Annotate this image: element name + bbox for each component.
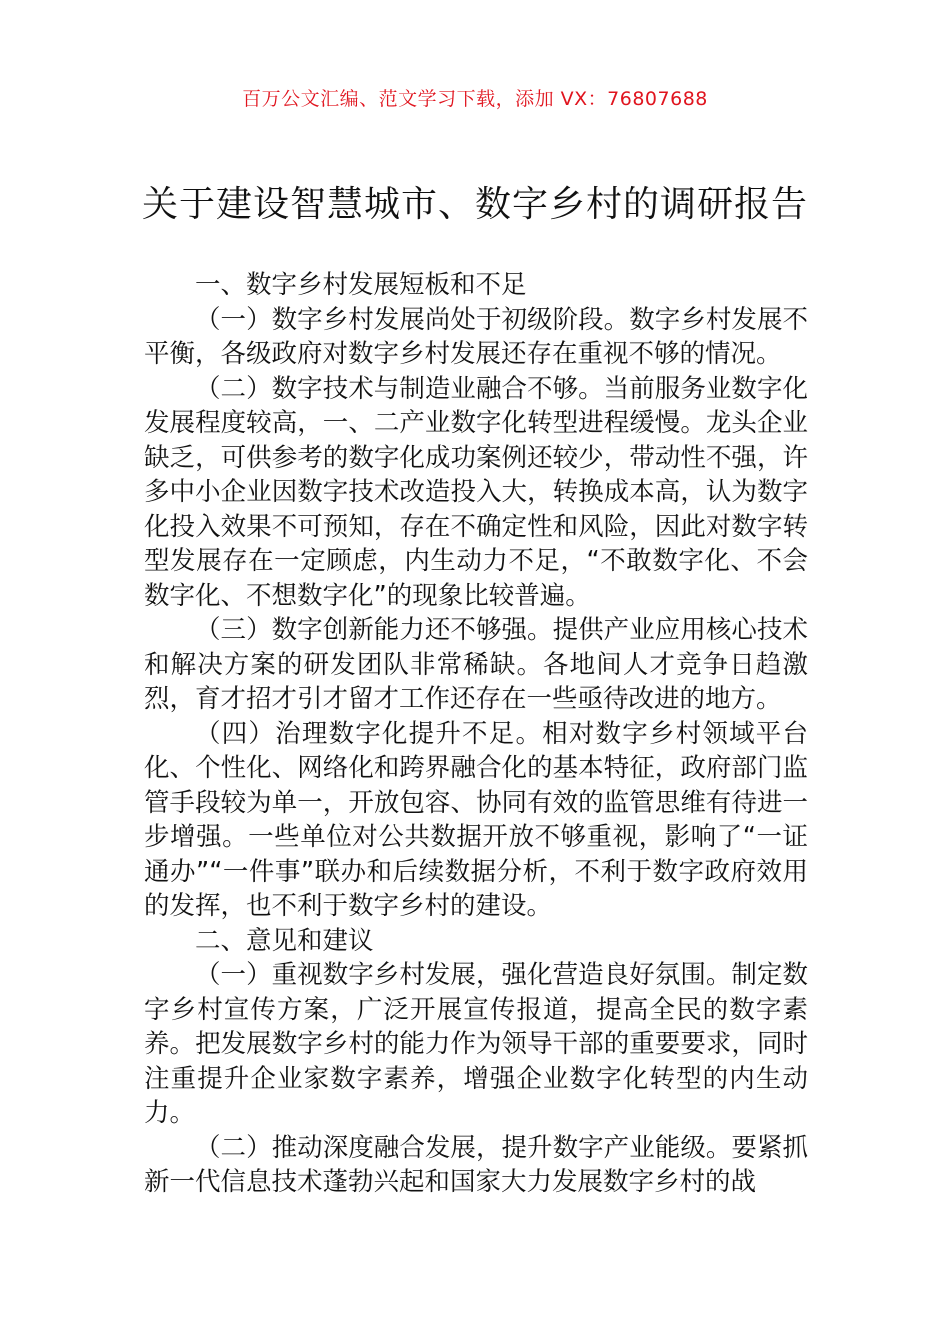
paragraph: （四）治理数字化提升不足。相对数字乡村领域平台化、个性化、网络化和跨界融合化的基本特征，政府部门监管手段较为单一，开放包容、协同有效的监管思维有待进一步增强。一些单位对公共数据开放不够重视，影响了“一证通办”“一件事”联办和后续数据分析，不利于数字政府效用的发挥，也不利于数字乡村的建设。 bbox=[144, 718, 808, 921]
paragraph: （三）数字创新能力还不够强。提供产业应用核心技术和解决方案的研发团队非常稀缺。各地间人才竞争日趋激烈，育才招才引才留才工作还存在一些亟待改进的地方。 bbox=[144, 615, 808, 714]
document-body bbox=[144, 268, 808, 1200]
watermark-header-note: 百万公文汇编、范文学习下载，添加 VX：76807688 bbox=[242, 88, 708, 110]
section-heading-1: 一、数字乡村发展短板和不足 bbox=[195, 270, 527, 300]
paragraph: （一）重视数字乡村发展，强化营造良好氛围。制定数字乡村宣传方案，广泛开展宣传报道，提高全民的数字素养。把发展数字乡村的能力作为领导干部的重要要求，同时注重提升企业家数字素养，增强企业数字化转型的内生动力。 bbox=[144, 960, 808, 1128]
document-title: 关于建设智慧城市、数字乡村的调研报告 bbox=[141, 184, 808, 225]
paragraph: （二）数字技术与制造业融合不够。当前服务业数字化发展程度较高，一、二产业数字化转型进程缓慢。龙头企业缺乏，可供参考的数字化成功案例还较少，带动性不强，许多中小企业因数字技术改造投入大，转换成本高，认为数字化投入效果不可预知，存在不确定性和风险，因此对数字转型发展存在一定顾虑，内生动力不足，“不敢数字化、不会数字化、不想数字化”的现象比较普遍。 bbox=[144, 373, 808, 611]
paragraph: （二）推动深度融合发展，提升数字产业能级。要紧抓新一代信息技术蓬勃兴起和国家大力发展数字乡村的战 bbox=[144, 1132, 808, 1197]
paragraph: （一）数字乡村发展尚处于初级阶段。数字乡村发展不平衡，各级政府对数字乡村发展还存在重视不够的情况。 bbox=[144, 304, 808, 369]
section-heading-2: 二、意见和建议 bbox=[195, 925, 374, 956]
